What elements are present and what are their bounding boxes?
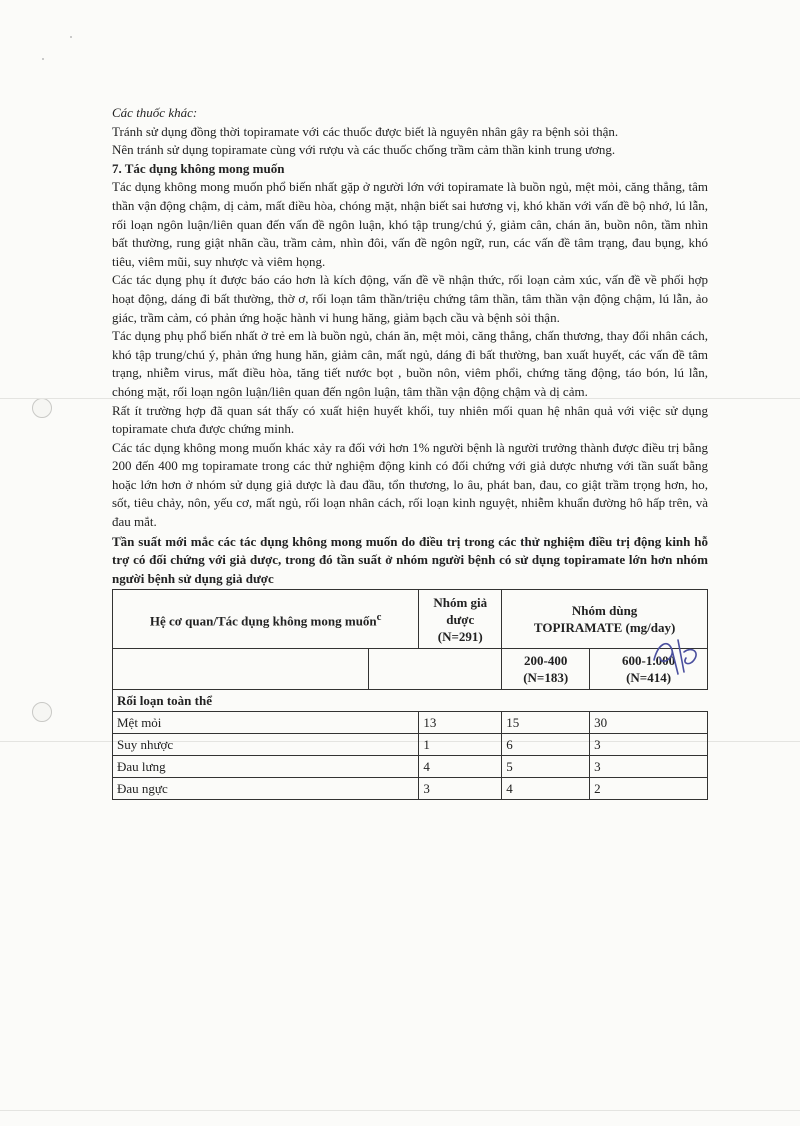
table-subheader-row [113, 649, 708, 690]
table-group-row [113, 690, 708, 712]
effect-cell: Đau ngực [113, 778, 419, 800]
empty-cell [369, 649, 502, 690]
section-heading: 7. Tác dụng không mong muốn [112, 160, 285, 176]
placebo-cell: 13 [419, 712, 502, 734]
group-label: Rối loạn toàn thể [113, 690, 708, 712]
low-dose-cell: 15 [502, 712, 590, 734]
low-dose-cell: 6 [502, 734, 590, 756]
dose-high-n: (N=414) [626, 670, 672, 686]
empty-cell [113, 649, 369, 690]
dose-low-label: 200-400 [524, 653, 568, 669]
scan-speck [70, 36, 72, 38]
other-drugs-heading: Các thuốc khác: [112, 105, 198, 120]
header-placebo [419, 590, 502, 649]
dose-high-label: 600-1.000 [622, 653, 676, 669]
punch-hole [32, 398, 52, 418]
table-caption: Tần suất mới mắc các tác dụng không mong muốn do điều trị trong các thử nghiệm điều trị động kinh hỗ trợ có đối chứng với giả dược, trong đó tần suất ở nhóm người bệnh có sử dụng topiramate lớn hơn nhóm người bệnh sử dụng giả dược [112, 533, 708, 586]
table-row [113, 778, 708, 800]
scan-line [0, 1110, 800, 1111]
header-placebo-line: dược [446, 611, 475, 627]
header-placebo-line: Nhóm giả [433, 594, 488, 610]
punch-hole [32, 702, 52, 722]
table-row [113, 756, 708, 778]
effect-cell: Đau lưng [113, 756, 419, 778]
effect-cell: Suy nhược [113, 734, 419, 756]
scan-speck [42, 58, 44, 60]
placebo-cell: 4 [419, 756, 502, 778]
paragraph: Tác dụng không mong muốn phổ biến nhất gặp ở người lớn với topiramate là buồn ngủ, mệt mỏi, căng thẳng, tâm thần vận động chậm, dị cảm, mất điều hòa, chóng mặt, nhận biết sai hương vị, khó khăn với vấn đề bộ nhớ, lú lẫn, rối loạn ngôn luận/liên quan đến vấn đề ngôn luận, khó tập trung/chú ý, giảm cân, chán ăn, buồn nôn, tầm nhìn bất thường, rung giật nhãn cầu, trầm cảm, nhìn đôi, vấn đề ngôn ngữ, run, các vấn đề tâm trạng, đau bụng, khó tiêu, viêm mũi, suy nhược và viêm họng. [112, 179, 708, 269]
header-topiramate-line: Nhóm dùng [571, 603, 638, 619]
header-system-sup: c [376, 611, 382, 624]
other-drugs-line: Nên tránh sử dụng topiramate cùng với rượu và các thuốc chống trầm cảm thần kinh trung ương. [112, 142, 616, 158]
placebo-cell: 3 [419, 778, 502, 800]
table-row [113, 712, 708, 734]
header-placebo-line: (N=291) [437, 628, 483, 644]
handwritten-initials [648, 630, 708, 682]
paragraph: Các tác dụng không mong muốn khác xảy ra đối với hơn 1% người bệnh là người trưởng thành được điều trị bằng 200 đến 400 mg topiramate trong các thử nghiệm động kinh có đối chứng với giả dược nhưng với tần suất bằng hoặc lớn hơn ở nhóm sử dụng giả dược là đau đầu, tổn thương, lo âu, phát ban, đau, co giật trầm trọng hơn, ho, sốt, tiêu chảy, nôn, yếu cơ, mất ngủ, rối loạn nhân cách, rối loạn kinh nguyệt, nhiễm khuẩn đường hô hấp trên, và đau mắt. [112, 439, 708, 530]
table-row [113, 734, 708, 756]
low-dose-cell: 4 [502, 778, 590, 800]
high-dose-cell: 3 [590, 756, 708, 778]
adverse-effects-table [112, 589, 708, 800]
paragraph: Các tác dụng phụ ít được báo cáo hơn là kích động, vấn đề về nhận thức, rối loạn cảm xúc, vấn đề về phối hợp hoạt động, dáng đi bất thường, thờ ơ, rối loạn tâm thần/triệu chứng tâm thần, tâm thần vận động chậm, lú lẫn, ảo giác, trầm cảm, có phản ứng hoặc hành vi hung hăng, giảm bạch cầu và bệnh sỏi thận. [112, 272, 708, 325]
header-system [113, 590, 419, 649]
high-dose-cell: 3 [590, 734, 708, 756]
high-dose-cell: 2 [590, 778, 708, 800]
table-header-row [113, 590, 708, 649]
document-body [112, 104, 708, 800]
low-dose-cell: 5 [502, 756, 590, 778]
effect-cell: Mệt mỏi [113, 712, 419, 734]
other-drugs-line: Tránh sử dụng đồng thời topiramate với các thuốc được biết là nguyên nhân gây ra bệnh sỏi thận. [112, 123, 619, 139]
dose-low-n: (N=183) [523, 670, 569, 686]
high-dose-cell: 30 [590, 712, 708, 734]
header-system-label: Hệ cơ quan/Tác dụng không mong muốn [149, 613, 377, 629]
placebo-cell: 1 [419, 734, 502, 756]
header-topiramate-line: TOPIRAMATE (mg/day) [533, 620, 676, 636]
header-dose-low [502, 649, 590, 690]
paragraph: Rất ít trường hợp đã quan sát thấy có xuất hiện huyết khối, tuy nhiên mối quan hệ nhân quả với việc sử dụng topiramate chưa được chứng minh. [112, 402, 708, 437]
paragraph: Tác dụng phụ phổ biến nhất ở trẻ em là buồn ngủ, chán ăn, mệt mỏi, căng thẳng, chấn thương, thay đổi nhân cách, khó tập trung/chú ý, phản ứng hung hăn, giảm cân, mất ngủ, dáng đi bất thường, ban xuất huyết, các vấn đề tâm trạng, nhiễm virus, mất điều hòa, tăng tiết nước bọt , buồn nôn, viêm phổi, chứng tăng động, táo bón, lú lẫn, chóng mặt, rối loạn ngôn luận/liên quan đến ngôn luận, tâm thần vận động chậm và dị cảm. [112, 328, 708, 399]
